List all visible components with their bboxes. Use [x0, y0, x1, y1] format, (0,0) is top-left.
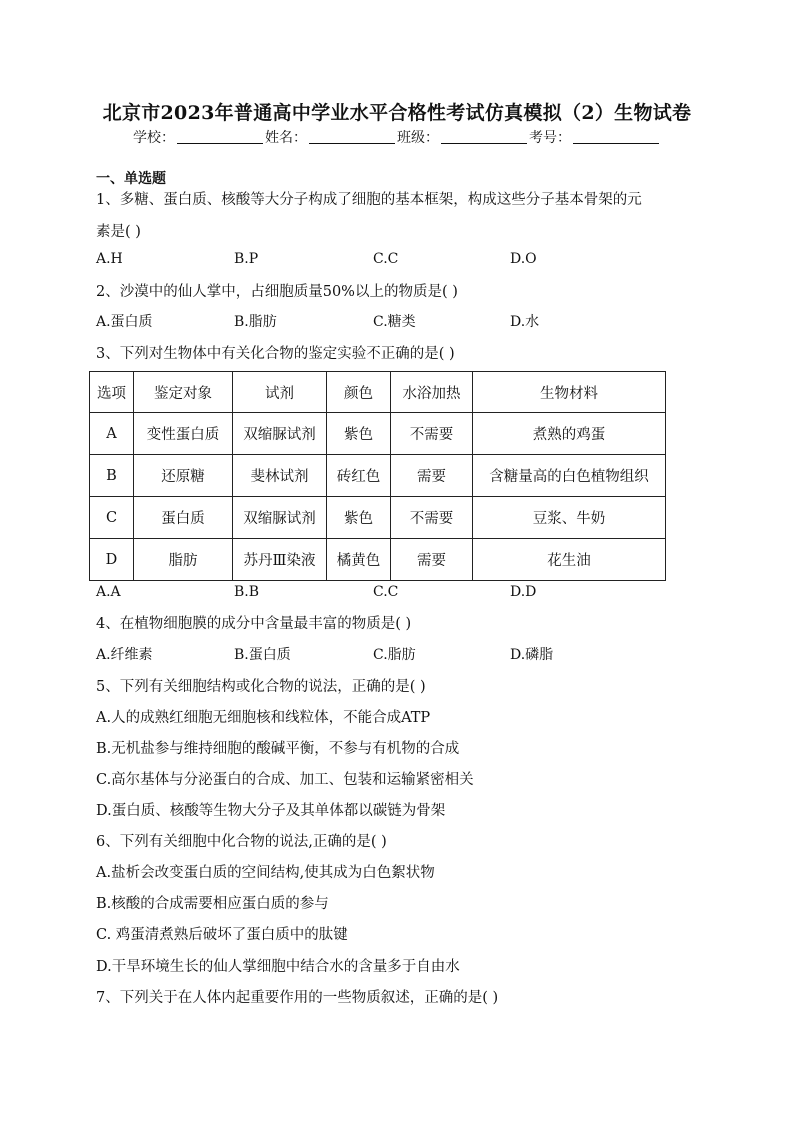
page-title: 北京市2023年普通高中学业水平合格性考试仿真模拟（2）生物试卷 — [102, 102, 692, 124]
question-6: 6、下列有关细胞中化合物的说法,正确的是( ) — [96, 834, 387, 850]
name-blank[interactable] — [309, 129, 395, 144]
table-row — [90, 455, 666, 497]
table-cell: 需要 — [391, 455, 473, 497]
table-header-cell: 生物材料 — [473, 372, 666, 413]
q5-option-d[interactable]: D.蛋白质、核酸等生物大分子及其单体都以碳链为骨架 — [96, 803, 446, 819]
q5-option-c[interactable]: C.高尔基体与分泌蛋白的合成、加工、包装和运输紧密相关 — [96, 772, 474, 788]
table-cell: 橘黄色 — [327, 539, 391, 581]
question-1-line-1: 1、多糖、蛋白质、核酸等大分子构成了细胞的基本框架，构成这些分子基本骨架的元 — [96, 192, 642, 208]
table-cell: 苏丹Ⅲ染液 — [233, 539, 327, 581]
table-cell: 斐林试剂 — [233, 455, 327, 497]
question-4: 4、在植物细胞膜的成分中含量最丰富的物质是( ) — [96, 616, 412, 632]
table-cell: 花生油 — [473, 539, 666, 581]
name-label: 姓名： — [265, 130, 307, 146]
table-header-cell: 水浴加热 — [391, 372, 473, 413]
q4-option-a[interactable]: A.纤维素 — [96, 647, 153, 663]
table-cell: 双缩脲试剂 — [233, 413, 327, 455]
q5-option-b[interactable]: B.无机盐参与维持细胞的酸碱平衡，不参与有机物的合成 — [96, 741, 460, 757]
q4-option-c[interactable]: C.脂肪 — [373, 647, 416, 663]
reagent-table — [89, 371, 666, 581]
table-cell: 豆浆、牛奶 — [473, 497, 666, 539]
q3-option-a[interactable]: A.A — [96, 584, 121, 600]
q4-option-d[interactable]: D.磷脂 — [510, 647, 554, 663]
q1-option-d[interactable]: D.O — [510, 251, 537, 267]
q1-option-b[interactable]: B.P — [234, 251, 259, 267]
question-1-line-2: 素是( ) — [96, 224, 141, 240]
q3-option-b[interactable]: B.B — [234, 584, 260, 600]
q2-option-c[interactable]: C.糖类 — [373, 314, 416, 330]
school-label: 学校： — [133, 130, 175, 146]
table-cell: 砖红色 — [327, 455, 391, 497]
table-header-cell: 选项 — [90, 372, 134, 413]
section-heading: 一、单选题 — [96, 171, 166, 187]
table-header-row — [90, 372, 666, 413]
table-cell: 双缩脲试剂 — [233, 497, 327, 539]
q2-option-b[interactable]: B.脂肪 — [234, 314, 277, 330]
school-blank[interactable] — [177, 129, 263, 144]
q2-option-d[interactable]: D.水 — [510, 314, 540, 330]
table-cell: 煮熟的鸡蛋 — [473, 413, 666, 455]
q1-option-c[interactable]: C.C — [373, 251, 399, 267]
table-header-cell: 试剂 — [233, 372, 327, 413]
table-cell: 紫色 — [327, 497, 391, 539]
q2-option-a[interactable]: A.蛋白质 — [96, 314, 153, 330]
table-cell: B — [90, 455, 134, 497]
question-2: 2、沙漠中的仙人掌中，占细胞质量50%以上的物质是( ) — [96, 284, 458, 300]
q5-option-a[interactable]: A.人的成熟红细胞无细胞核和线粒体，不能合成ATP — [96, 710, 431, 726]
exam-no-label: 考号： — [529, 130, 571, 146]
q3-option-c[interactable]: C.C — [373, 584, 399, 600]
question-3: 3、下列对生物体中有关化合物的鉴定实验不正确的是( ) — [96, 346, 455, 362]
exam-no-blank[interactable] — [573, 129, 659, 144]
table-cell: 不需要 — [391, 413, 473, 455]
question-5: 5、下列有关细胞结构或化合物的说法，正确的是( ) — [96, 679, 426, 695]
class-blank[interactable] — [441, 129, 527, 144]
table-header-cell: 鉴定对象 — [134, 372, 233, 413]
question-7: 7、下列关于在人体内起重要作用的一些物质叙述，正确的是( ) — [96, 990, 499, 1006]
table-cell: 脂肪 — [134, 539, 233, 581]
table-row — [90, 497, 666, 539]
table-cell: 不需要 — [391, 497, 473, 539]
table-cell: 蛋白质 — [134, 497, 233, 539]
table-cell: 还原糖 — [134, 455, 233, 497]
q1-option-a[interactable]: A.H — [96, 251, 123, 267]
q6-option-b[interactable]: B.核酸的合成需要相应蛋白质的参与 — [96, 896, 329, 912]
table-cell: A — [90, 413, 134, 455]
table-row — [90, 413, 666, 455]
table-cell: 需要 — [391, 539, 473, 581]
q6-option-a[interactable]: A.盐析会改变蛋白质的空间结构,使其成为白色絮状物 — [96, 865, 435, 881]
q6-option-d[interactable]: D.干旱环境生长的仙人掌细胞中结合水的含量多于自由水 — [96, 959, 460, 975]
class-label: 班级： — [397, 130, 439, 146]
table-cell: 变性蛋白质 — [134, 413, 233, 455]
table-header-cell: 颜色 — [327, 372, 391, 413]
table-cell: 紫色 — [327, 413, 391, 455]
q4-option-b[interactable]: B.蛋白质 — [234, 647, 291, 663]
table-cell: C — [90, 497, 134, 539]
table-row — [90, 539, 666, 581]
q3-option-d[interactable]: D.D — [510, 584, 537, 600]
table-cell: D — [90, 539, 134, 581]
student-info-line — [0, 127, 794, 147]
q6-option-c[interactable]: C. 鸡蛋清煮熟后破坏了蛋白质中的肽键 — [96, 927, 348, 943]
table-cell: 含糖量高的白色植物组织 — [473, 455, 666, 497]
